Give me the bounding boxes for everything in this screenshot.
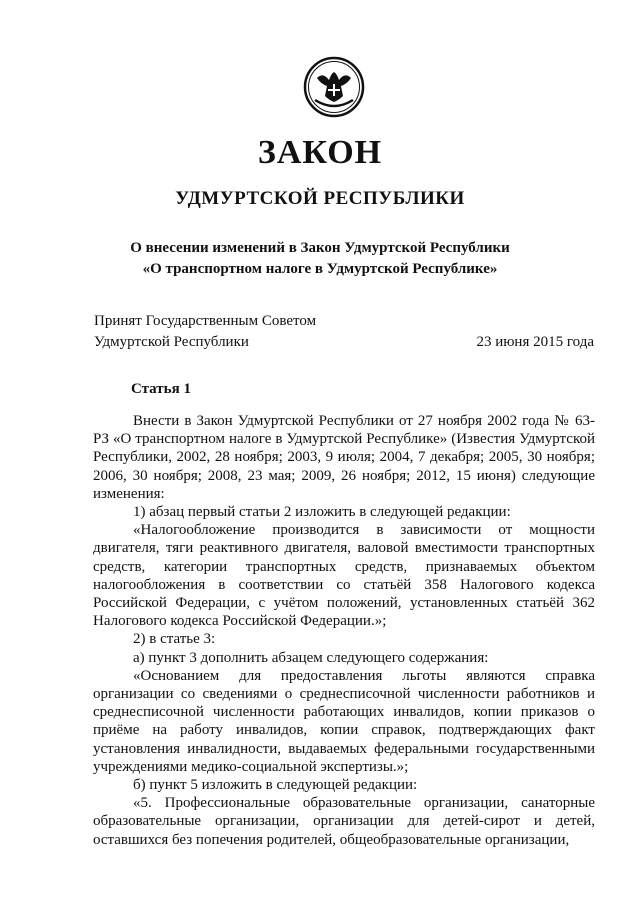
adoption-date: 23 июня 2015 года: [476, 334, 594, 350]
document-title: ЗАКОН: [257, 134, 383, 171]
article-paragraph: 1) абзац первый статьи 2 изложить в следующей редакции:: [133, 504, 511, 521]
article-paragraph: «5. Профессиональные образовательные организации, санаторные образовательные организации, организации для детей-сирот и детей, оставшихся без попечения родителей, общеобразовательные организации,: [93, 795, 595, 848]
article-body: [93, 412, 595, 849]
law-name: [0, 238, 640, 280]
document-subtitle: УДМУРТСКОЙ РЕСПУБЛИКИ: [175, 188, 465, 209]
law-name-line-1: О внесении изменений в Закон Удмуртской Республики: [130, 240, 510, 256]
article-heading: Статья 1: [131, 381, 191, 397]
article-paragraph: «Налогообложение производится в зависимости от мощности двигателя, тяги реактивного двигателя, валовой вместимости транспортных средств, категории транспортных средств, признаваемых объектом налогообложения в соответствии со статьёй 358 Налогового кодекса Российской Федерации, с учётом положений, установленных статьёй 362 Налогового кодекса Российской Федерации.»;: [93, 522, 595, 630]
law-name-line-2: «О транспортном налоге в Удмуртской Республике»: [142, 261, 498, 277]
article-paragraph: «Основанием для предоставления льготы являются справка организации со сведениями о среднесписочной численности работников и среднесписочной численности работающих инвалидов, копии приказов о приёме на работу инвалидов, копии справок, подтверждающих факт установления инвалидности, выдаваемых федеральными государственными учреждениями медико-социальной экспертизы.»;: [93, 667, 595, 775]
adoption-block: [94, 311, 594, 353]
article-paragraph: а) пункт 3 дополнить абзацем следующего содержания:: [133, 649, 489, 666]
adoption-line-2: Удмуртской Республики: [94, 334, 249, 350]
adoption-line-1: Принят Государственным Советом: [94, 313, 317, 329]
article-paragraph: Внести в Закон Удмуртской Республики от 27 ноября 2002 года № 63-РЗ «О транспортном налоге в Удмуртской Республике» (Известия Удмуртской Республики, 2002, 28 ноября; 2003, 9 июля; 2004, 7 декабря; 2005, 30 ноября; 2006, 30 ноября; 2008, 23 мая; 2009, 26 ноября; 2012, 15 июня) следующие изменения:: [93, 413, 595, 502]
article-paragraph: б) пункт 5 изложить в следующей редакции:: [133, 777, 418, 794]
udmurt-coat-of-arms-icon: [303, 56, 365, 118]
article-paragraph: 2) в статье 3:: [133, 631, 216, 648]
